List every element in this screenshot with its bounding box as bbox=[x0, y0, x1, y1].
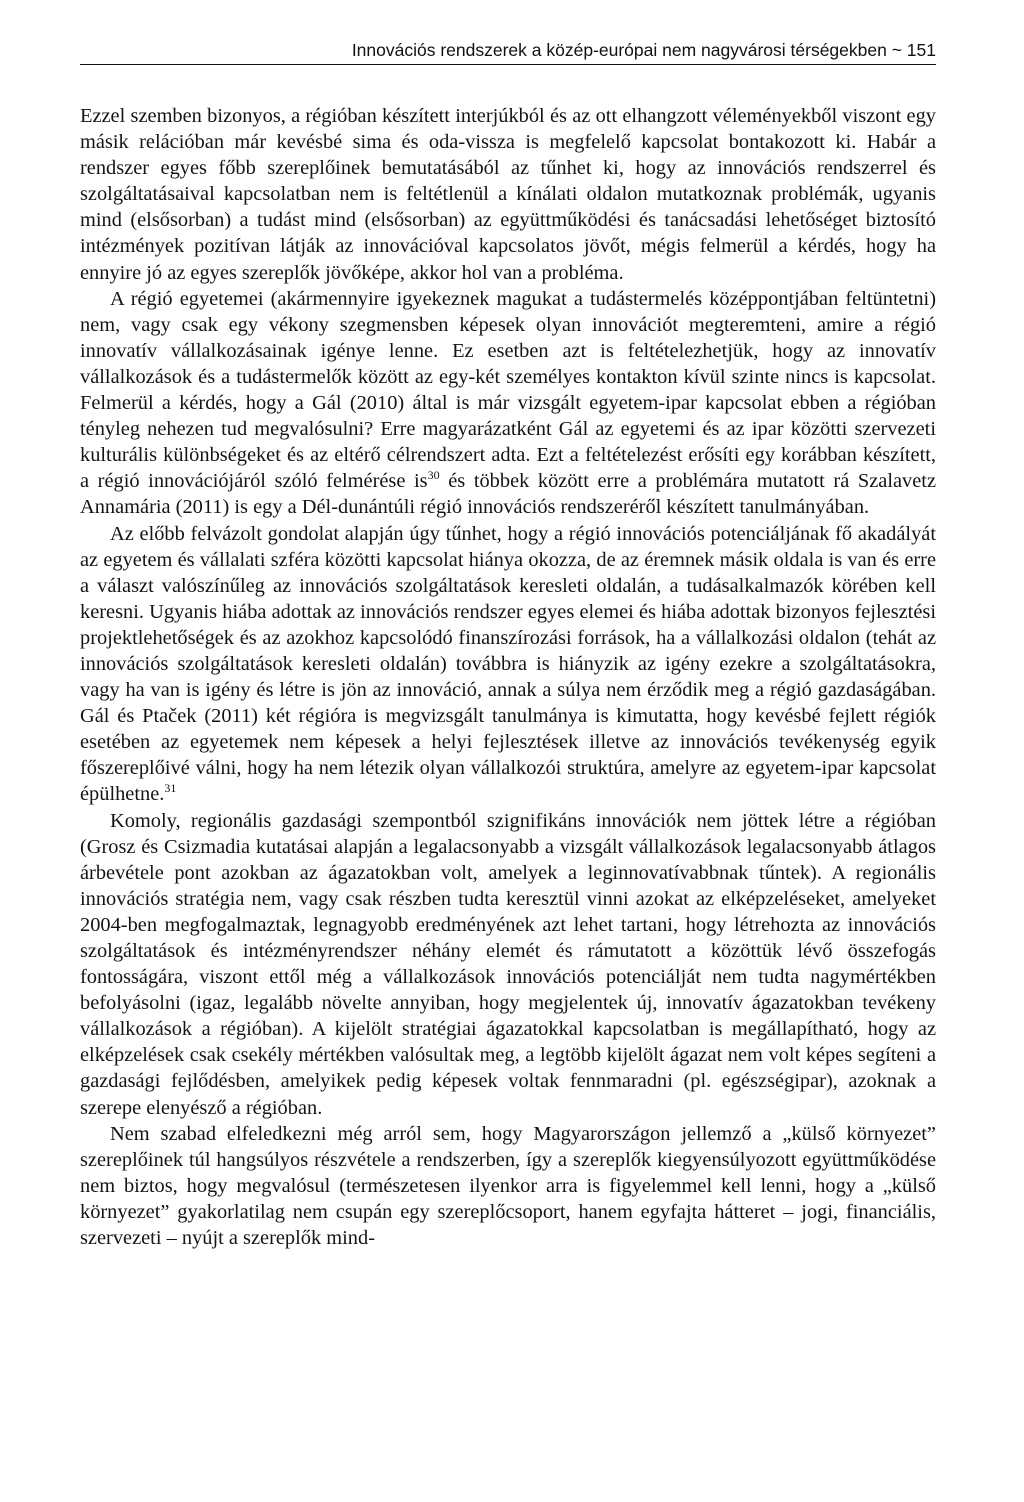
paragraph-2: A régió egyetemei (akármennyire igyekeznek magukat a tudástermelés középpontjában feltüntetni) nem, vagy csak egy vékony szegmensben képesek olyan innovációt megteremteni, amire a régió innovatív vállalkozásainak igénye lenne. Ez esetben azt is feltételezhetjük, hogy az innovatív vállalkozások és a tudástermelők között az egy-két személyes kontakton kívül szinte nincs is kapcsolat. Felmerül a kérdés, hogy a Gál (2010) által is már vizsgált egyetem-ipar kapcsolat ebben a régióban tényleg nehezen tud megvalósulni? Erre magyarázatként Gál az egyetemi és az ipar közötti szervezeti kulturális különbségeket és az eltérő célrendszert adta. Ezt a feltételezést erősíti egy korábban készített, a régió innovációjáról szóló felmérése $is^{30}$ és többek között erre a problémára mutatott rá Szalavetz Annamária (2011) is egy a Dél-dunántúli régió innovációs rendszeréről készített tanulmányában. bbox=[80, 287, 936, 519]
paragraph-3: Az előbb felvázolt gondolat alapján úgy tűnhet, hogy a régió innovációs potenciáljának fő akadályát az egyetem és vállalati szféra közötti kapcsolat hiánya okozza, de az éremnek másik oldala is van és erre a választ valószínűleg az innovációs szolgáltatások keresleti oldalán, a tudásalkalmazók körében kell keresni. Ugyanis hiába adottak az innovációs rendszer egyes elemei és hiába adottak bizonyos fejlesztési projektlehetőségek és az azokhoz kapcsolódó finanszírozási források, ha a vállalkozási oldalon (tehát az innovációs szolgáltatások keresleti oldalán) továbbra is hiányzik az igény ezekre a szolgáltatásokra, vagy ha van is igény és létre is jön az innováció, annak a súlya nem érződik meg a régió gazdaságában. Gál és Ptaček (2011) két régióra is megvizsgált tanulmánya is kimutatta, hogy kevésbé fejlett régiók esetében az egyetemek nem képesek a helyi fejlesztések illetve az innovációs tevékenység egyik főszereplőivé válni, hogy ha nem létezik olyan vállalkozói struktúra, amelyre az egyetem-ipar kapcsolat épülhetne.$^{31}$ bbox=[80, 522, 936, 806]
body-text bbox=[80, 103, 936, 1251]
paragraph-1: Ezzel szemben bizonyos, a régióban készített interjúkból és az ott elhangzott véleményekből viszont egy másik relációban már kevésbé sima és oda-vissza is megfelelő kapcsolat bontakozott ki. Habár a rendszer egyes főbb szereplőinek bemutatásából az tűnhet ki, hogy az innovációs rendszerrel és szolgáltatásaival kapcsolatban nem is feltétlenül a kínálati oldalon mutatkoznak problémák, ugyanis mind (elsősorban) a tudást mind (elsősorban) az együttműködési és tanácsadási lehetőséget biztosító intézmények pozitívan látják az innovációval kapcsolatos jövőt, mégis felmerül a kérdés, hogy ha ennyire jó az egyes szereplők jövőképe, akkor hol van a probléma. bbox=[80, 105, 936, 284]
footnote-ref-31[interactable]: 31 bbox=[164, 781, 177, 796]
running-header: Innovációs rendszerek a közép-európai nem nagyvárosi térségekben ~ 151 bbox=[80, 38, 936, 65]
paragraph-4: Komoly, regionális gazdasági szempontból szignifikáns innovációk nem jöttek létre a régióban (Grosz és Csizmadia kutatásai alapján a legalacsonyabb a vizsgált vállalkozások legalacsonyabb átlagos árbevétele pont azokban az ágazatokban volt, amelyek a leginnovatívabbnak tűntek). A regionális innovációs stratégia nem, vagy csak részben tudta keresztül vinni azokat az elképzeléseket, amelyeket 2004-ben megfogalmaztak, legnagyobb eredményének azt lehet tartani, hogy létrehozta az innovációs szolgáltatások és intézményrendszer néhány elemét és rámutatott a közöttük lévő összefogás fontosságára, viszont ettől még a vállalkozások innovációs potenciálját nem tudta nagymértékben befolyásolni (igaz, legalább növelte annyiban, hogy megjelentek új, innovatív ágazatokban tevékeny vállalkozások a régióban). A kijelölt stratégiai ágazatokkal kapcsolatban is megállapítható, hogy az elképzelések csak csekély mértékben valósultak meg, a legtöbb kijelölt ágazat nem volt képes segíteni a gazdasági fejlődésben, amelyikek pedig képesek voltak fennmaradni (pl. egészségipar), azoknak a szerepe elenyésző a régióban. bbox=[80, 809, 936, 1119]
footnote-ref-30[interactable]: 30 bbox=[427, 468, 440, 483]
paragraph-5: Nem szabad elfeledkezni még arról sem, hogy Magyarországon jellemző a „külső környezet” szereplőinek túl hangsúlyos részvétele a rendszerben, így a szereplők kiegyensúlyozott együttműködése nem biztos, hogy megvalósul (természetesen ilyenkor arra is figyelemmel kell lenni, hogy a „külső környezet” gyakorlatilag nem csupán egy szereplőcsoport, hanem egyfajta hátteret – jogi, financiális, szervezeti – nyújt a szereplők mind- bbox=[80, 1122, 936, 1250]
